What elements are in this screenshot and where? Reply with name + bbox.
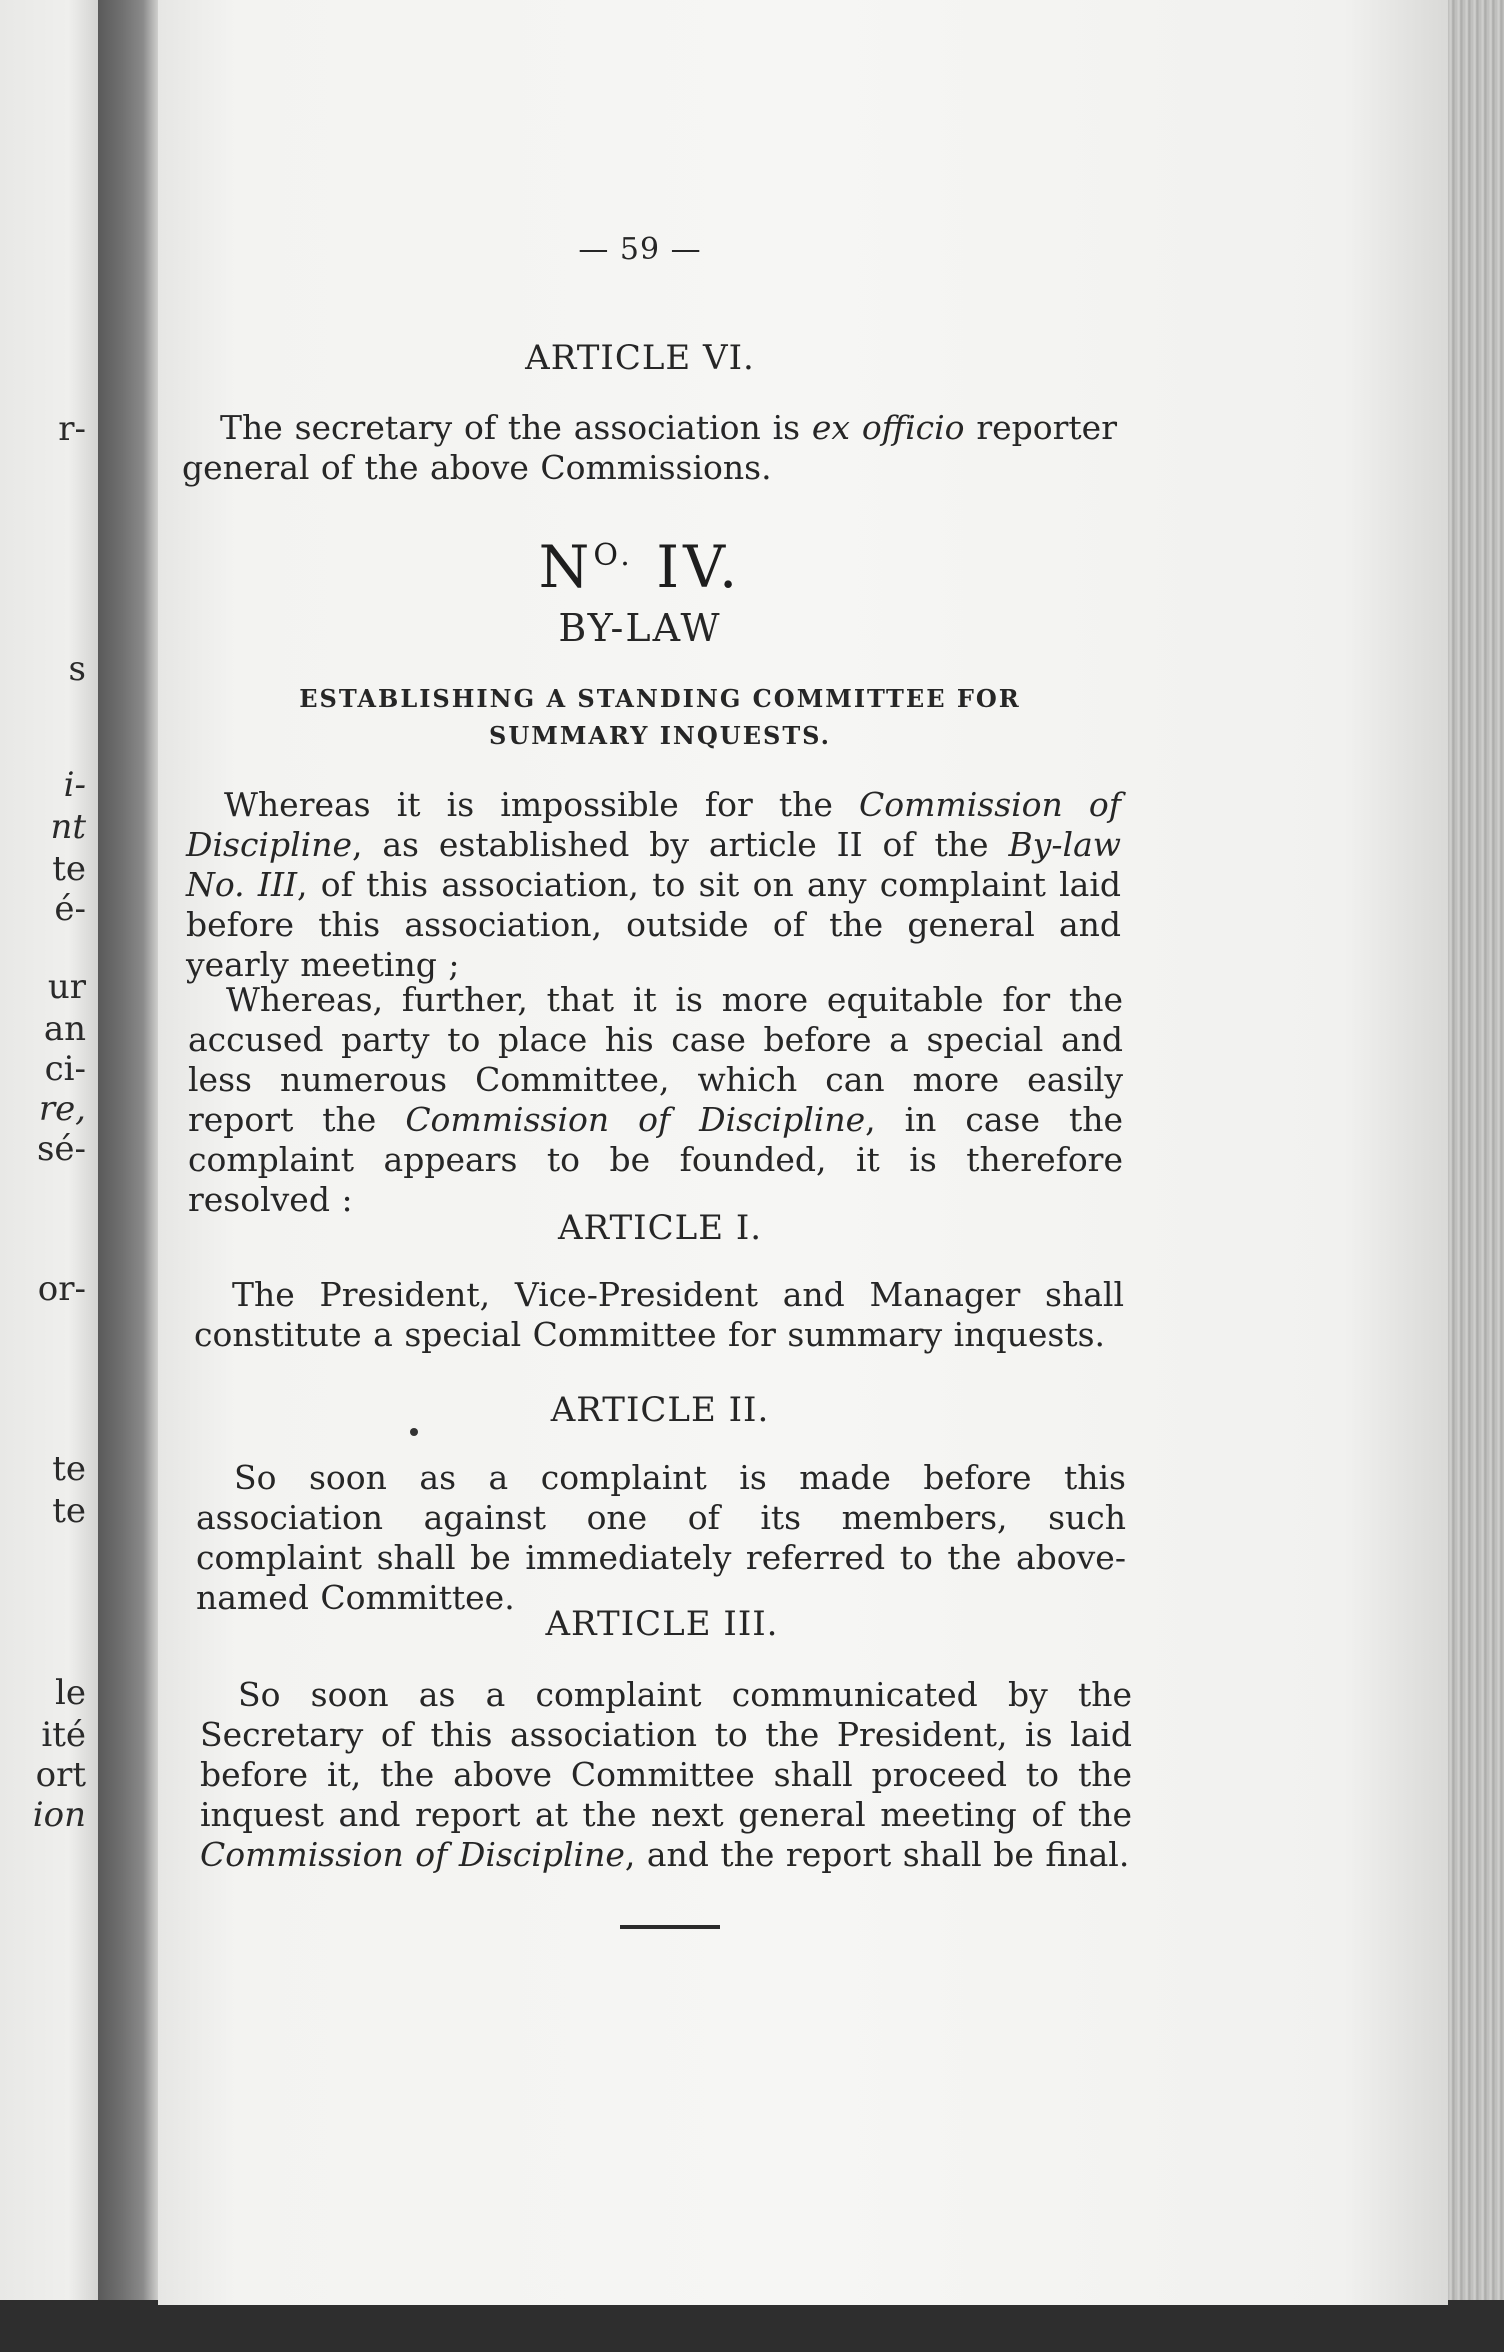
article-ii-text: So soon as a complaint is made before this association against one of its members, such complaint shall be immediately referred to the above-named Committee. (196, 1458, 1126, 1617)
article-i-heading: ARTICLE I. (557, 1208, 763, 1248)
article-i-text: The President, Vice-President and Manager shall constitute a special Committee for summary inquests. (194, 1275, 1124, 1354)
left-page-fragment: le (55, 1673, 86, 1713)
page-number: — 59 — (578, 232, 702, 267)
left-page-fragment: nt (50, 807, 86, 847)
article-iii-heading: ARTICLE III. (545, 1604, 779, 1644)
left-page-fragment: r- (58, 409, 86, 449)
left-page-fragment: an (43, 1009, 86, 1049)
left-page-fragment: ion (32, 1795, 86, 1835)
whereas-paragraph-1: Whereas it is impossible for the Commission of Discipline, as established by article II of the By-law No. III, of this association, to sit on any complaint laid before this association, outside of the general and yearly meeting ; (186, 785, 1122, 984)
article-ii-heading: ARTICLE II. (550, 1390, 770, 1430)
bylaw-subtitle (250, 680, 1070, 754)
left-page-fragment: re, (38, 1089, 86, 1129)
end-rule (620, 1925, 720, 1929)
left-page-fragment: te (52, 849, 86, 889)
article-vi-heading: ARTICLE VI. (525, 338, 755, 378)
whereas-paragraph-2: Whereas, further, that it is more equitable for the accused party to place his case before a special and less numerous Committee, which can more easily report the Commission of Discipline, in case the complaint appears to be founded, it is therefore resolved : (188, 980, 1123, 1219)
article-iii-text: So soon as a complaint communicated by the Secretary of this association to the President, is laid before it, the above Committee shall proceed to the inquest and report at the next general meeting of the Commission of Discipline, and the report shall be final. (200, 1675, 1132, 1874)
subtitle-line: ESTABLISHING A STANDING COMMITTEE FOR (299, 684, 1021, 713)
left-page-fragment: ité (41, 1715, 86, 1755)
left-facing-page (0, 0, 98, 2300)
print-speck (410, 1428, 418, 1436)
left-page-fragment: ur (47, 967, 86, 1007)
book-gutter (98, 0, 158, 2300)
article-vi-text: The secretary of the association is ex officio reporter general of the above Commissions. (182, 408, 1117, 487)
scan-bottom-border (0, 2300, 1504, 2352)
page-edge-stack (1440, 0, 1504, 2300)
left-page-fragment: te (52, 1491, 86, 1531)
left-page-fragment: or- (37, 1269, 86, 1309)
left-page-fragment: ort (35, 1755, 86, 1795)
left-page-fragment: é- (54, 889, 86, 929)
left-page-fragment: sé- (36, 1129, 86, 1169)
bylaw-title: BY-LAW (558, 606, 722, 650)
left-page-fragment: te (52, 1449, 86, 1489)
bylaw-number-title: $N^{O.}$ IV. (538, 533, 742, 601)
left-page-fragment: s (68, 649, 86, 689)
subtitle-line: SUMMARY INQUESTS. (488, 721, 832, 750)
left-page-fragment: i- (63, 765, 86, 805)
left-page-fragment: ci- (44, 1049, 86, 1089)
